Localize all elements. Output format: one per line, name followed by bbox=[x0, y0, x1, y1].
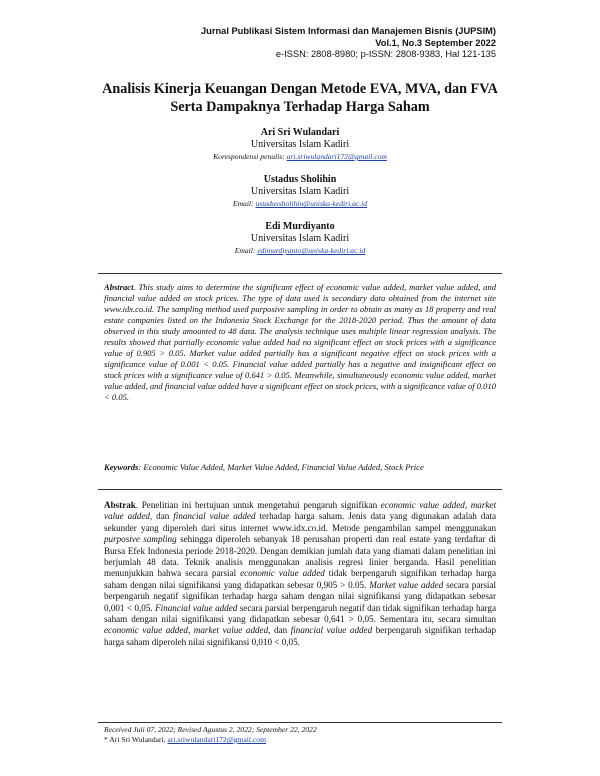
author-email-line bbox=[98, 151, 502, 163]
author-affiliation: Universitas Islam Kadiri bbox=[250, 186, 350, 197]
abstrak-text: . Penelitian ini bertujuan untuk mengetahui pengaruh signifikan bbox=[135, 500, 381, 510]
author-email-link[interactable]: ustadussholihin@uniska-kediri.ac.id bbox=[255, 199, 368, 208]
corresponding-label: * Ari Sri Wulandari, bbox=[104, 735, 168, 744]
abstrak-label: Abstrak bbox=[104, 500, 136, 510]
abstract-label: Abstract bbox=[104, 282, 134, 292]
author-block bbox=[98, 127, 502, 163]
abstrak-term: economic value added bbox=[104, 625, 188, 636]
paper-title: Analisis Kinerja Keuangan Dengan Metode EVA, MVA, dan FVA Serta Dampaknya Terhadap Harga Saham bbox=[102, 81, 498, 115]
author-block bbox=[98, 174, 502, 210]
divider bbox=[98, 722, 502, 723]
author-name: Ustadus Sholihin bbox=[263, 174, 337, 185]
abstract-english bbox=[104, 282, 496, 404]
abstrak-text: , dan bbox=[149, 511, 174, 522]
abstrak-term: Financial value added bbox=[155, 602, 238, 613]
abstrak-text: berpengaruh signifikan terhadap harga saham diperoleh nilai signifikansi 0,010 < 0,05. bbox=[104, 625, 497, 647]
abstrak-term: financial value added bbox=[290, 625, 373, 636]
journal-header bbox=[201, 26, 496, 61]
corresponding-email-link[interactable]: ari.sriwulandari172@gmail.com bbox=[167, 735, 266, 744]
abstrak-text: terhadap harga saham. Jenis data yang digunakan adalah data sekunder yang diperoleh dari situs internet www.idx.co.id. Metode pengambilan sampel menggunakan bbox=[104, 511, 496, 533]
email-label: Email: bbox=[232, 199, 256, 208]
abstrak-text: secara parsial berpengaruh negatif signifikan terhadap harga saham dengan nilai signifikansi yang didapatkan sebesar 0,001 < 0,05. bbox=[104, 579, 497, 613]
abstrak-text: , bbox=[187, 625, 194, 636]
journal-name: Jurnal Publikasi Sistem Informasi dan Manajemen Bisnis (JUPSIM) bbox=[201, 26, 496, 36]
abstrak-text: , bbox=[464, 500, 471, 510]
author-affiliation: Universitas Islam Kadiri bbox=[250, 139, 350, 150]
abstrak-text: , dan bbox=[268, 625, 291, 636]
author-email-link[interactable]: edimurdiyanto@uniska-kediri.ac.id bbox=[257, 246, 366, 255]
author-email-link[interactable]: ari.sriwulandari172@gmail.com bbox=[286, 152, 387, 161]
keywords-text: : Economic Value Added, Market Value Added, Financial Value Added, Stock Price bbox=[138, 462, 424, 472]
author-email-line bbox=[98, 245, 502, 257]
divider bbox=[98, 273, 502, 274]
email-label: Korespondensi penulis: bbox=[213, 152, 287, 161]
received-dates: Received Juli 07, 2022; Revised Agustus 2, 2022; September 22, 2022 bbox=[104, 725, 317, 734]
footer bbox=[104, 725, 496, 745]
abstrak-text: secara parsial berpengaruh negatif dan tidak signifikan terhadap harga saham dengan nilai signifikansi yang didapatkan sebesar 0,641 > 0,05. Sementara itu, secara simultan bbox=[104, 602, 496, 625]
author-name: Edi Murdiyanto bbox=[265, 221, 335, 232]
keywords bbox=[104, 462, 496, 473]
abstrak-term: market value added bbox=[104, 500, 496, 522]
abstrak-term: Market value added bbox=[369, 579, 444, 590]
corresponding-author bbox=[104, 735, 496, 745]
author-email-line bbox=[98, 198, 502, 210]
author-affiliation: Universitas Islam Kadiri bbox=[250, 233, 350, 244]
abstrak-term: purposive sampling bbox=[104, 534, 177, 545]
abstrak-term: financial value added bbox=[173, 511, 256, 522]
author-block bbox=[98, 221, 502, 257]
abstrak-indonesian bbox=[104, 500, 496, 648]
abstrak-term: economic value added bbox=[240, 568, 325, 579]
abstrak-text: tidak berpengaruh signifikan terhadap harga saham dengan nilai signifikansi yang didapatkan sebesar 0,905 > 0.05. bbox=[104, 568, 497, 590]
keywords-label: Keywords bbox=[104, 462, 139, 472]
divider bbox=[98, 489, 502, 490]
abstract-text: . This study aims to determine the significant effect of economic value added, market value added, and financial value added on stock prices. The type of data used is secondary data obtained from the internet site www.idx.co.id. The sampling method used purposive sampling in order to obtain as many as 18 property and real estate companies listed on the Indonesia Stock Exchange for the 2018-2020 period. Thus the amount of data observed in this study amounted to 48 data. The analysis technique uses multiple linear regression analysis. The results showed that partially economic value added had no significant effect on stock prices with a significance value of 0.905 > 0.05. Market value added partially has a significant negative effect on stock prices with a significance value of 0.001 < 0.05. Financial value added partially has a negative and insignificant effect on stock prices with a significance value of 0.641 > 0.05. Meanwhile, simultaneously economic value added, market value added, and financial value added have a significant effect on stock prices, with a significance value of 0.010 < 0.05. bbox=[104, 282, 496, 403]
email-label: Email: bbox=[234, 246, 258, 255]
abstrak-text: sehingga diperoleh sebanyak 18 perusahan properti dan real estate yang terdaftar di Bursa Efek Indonesia periode 2018-2020. Dengan demikian jumlah data yang diamati dalam penelitian ini berjumlah 48 data. Teknik analisis menggunakan analisis regresi linier berganda. Hasil penelitian menunjukkan bahwa secara parsial bbox=[104, 534, 496, 579]
abstrak-term: economic value added bbox=[380, 500, 465, 510]
journal-issn: e-ISSN: 2808-8980; p-ISSN: 2808-9383, Hal 121-135 bbox=[275, 49, 496, 59]
author-name: Ari Sri Wulandari bbox=[260, 127, 340, 138]
journal-volume: Vol.1, No.3 September 2022 bbox=[375, 37, 496, 48]
abstrak-term: market value added bbox=[193, 625, 269, 636]
